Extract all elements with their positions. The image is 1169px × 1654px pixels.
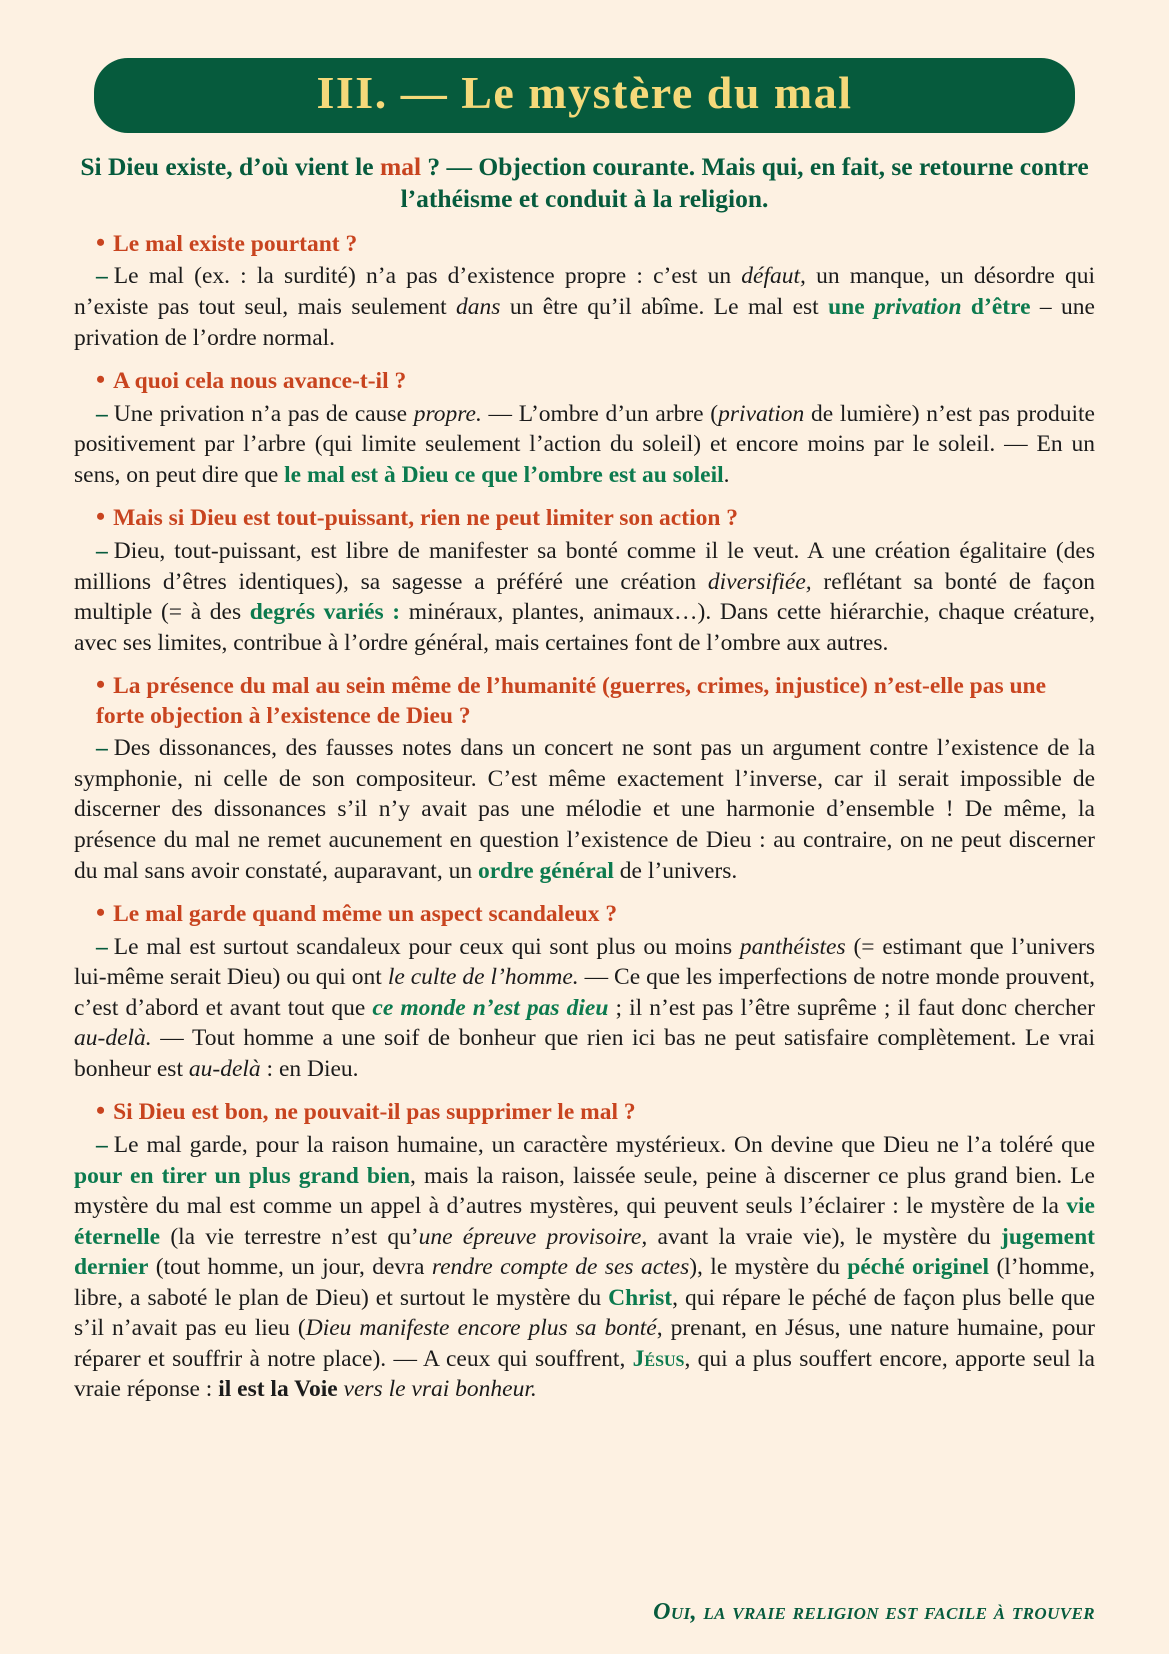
section: [74, 227, 1096, 353]
dash-icon: –: [96, 1132, 108, 1159]
lead-paragraph: [80, 151, 1089, 216]
bullet-icon: •: [96, 1096, 106, 1126]
sections-container: [74, 227, 1096, 1405]
section-body-text: Une privation n’a pas de cause propre. — L’ombre d’un arbre (privation de lumière) n’est pas produite positivement par l’arbre (qui limite seulement l’action du soleil) et encore moins par le soleil. — En un sens, on peut dire que le mal est à Dieu ce que l’ombre est au soleil.: [74, 400, 1095, 488]
section-heading-text: Le mal existe pourtant ?: [113, 230, 358, 257]
dash-icon: –: [96, 400, 108, 427]
bullet-icon: •: [96, 365, 106, 395]
section-heading-text: Si Dieu est bon, ne pouvait-il pas supprimer le mal ?: [113, 1099, 636, 1126]
section: [74, 504, 1095, 658]
bullet-icon: •: [96, 898, 106, 928]
dash-icon: –: [96, 735, 108, 762]
footer-note: Oui, la vraie religion est facile à trouver: [653, 1599, 1095, 1625]
section-heading: [96, 900, 1095, 930]
section-heading-text: Le mal garde quand même un aspect scandaleux ?: [113, 901, 618, 928]
section-heading: [96, 227, 1095, 260]
section-heading-text: La présence du mal au sein même de l’humanité (guerres, crimes, injustice) n’est-elle pas une forte objection à l’existence de Dieu ?: [96, 673, 1047, 729]
section-body-text: Dieu, tout-puissant, est libre de manifester sa bonté comme il le veut. A une création égalitaire (des millions d’êtres identiques), sa sagesse a préféré une création diversifiée, reflétant sa bonté de façon multiple (= à des degrés variés : minéraux, plantes, animaux…). Dans cette hiérarchie, chaque créature, avec ses limites, contribue à l’ordre général, mais certaines font de l’ombre aux autres.: [74, 537, 1095, 656]
section-body-text: Le mal (ex. : la surdité) n’a pas d’existence propre : c’est un défaut, un manque, un désordre qui n’existe pas tout seul, mais seulement dans un être qu’il abîme. Le mal est une privation d’être – une privation de l’ordre normal.: [74, 263, 1096, 351]
section-heading-text: Mais si Dieu est tout-puissant, rien ne peut limiter son action ?: [113, 505, 739, 532]
title-banner: [94, 58, 1075, 133]
bullet-icon: •: [96, 502, 106, 532]
lead-part-1: Si Dieu existe, d’où vient le: [80, 151, 380, 181]
section: [74, 672, 1095, 886]
section-body-text: Le mal est surtout scandaleux pour ceux qui sont plus ou moins panthéistes (= estimant que l’univers lui-même serait Dieu) ou qui ont le culte de l’homme. — Ce que les imperfections de notre monde prouvent, c’est d’abord et avant tout que ce monde n’est pas dieu ; il n’est pas l’être suprême ; il faut donc chercher au-delà. — Tout homme a une soif de bonheur que rien ici bas ne peut satisfaire complètement. Le vrai bonheur est au-delà : en Dieu.: [74, 933, 1095, 1082]
section-body: [74, 261, 1095, 353]
section-body-text: Le mal garde, pour la raison humaine, un caractère mystérieux. On devine que Dieu ne l’a toléré que pour en tirer un plus grand bien, mais la raison, laissée seule, peine à discerner ce plus grand bien. Le mystère du mal est comme un appel à d’autres mystères, qui peuvent seuls l’éclairer : le mystère de la vie éternelle (la vie terrestre n’est qu’une épreuve provisoire, avant la vraie vie), le mystère du jugement dernier (tout homme, un jour, devra rendre compte de ses actes), le mystère du péché originel (l’homme, libre, a saboté le plan de Dieu) et surtout le mystère du Christ, qui répare le péché de façon plus belle que s’il n’avait pas eu lieu (Dieu manifeste encore plus sa bonté, prenant, en Jésus, une nature humaine, pour réparer et souffrir à notre place). — A ceux qui souffrent, Jésus, qui a plus souffert encore, apporte seul la vraie réponse : il est la Voie vers le vrai bonheur.: [74, 1132, 1095, 1403]
section-heading: [96, 367, 1095, 397]
page-title: III. — Le mystère du mal: [316, 67, 853, 118]
bullet-icon: •: [96, 227, 106, 257]
dash-icon: –: [96, 933, 108, 960]
dash-icon: –: [96, 263, 108, 290]
section-heading: [96, 672, 1095, 731]
section-body: [74, 1130, 1095, 1405]
section-heading: [96, 504, 1095, 534]
section: [74, 1098, 1095, 1405]
section-body: [74, 733, 1095, 886]
section-body: [74, 536, 1095, 658]
section-body: [74, 932, 1095, 1085]
lead-highlight: mal: [379, 151, 422, 181]
lead-part-2: ? — Objection courante. Mais qui, en fait, se retourne contre l’athéisme et conduit à la religion.: [400, 151, 1089, 214]
section: [74, 900, 1095, 1084]
section-body: [74, 399, 1095, 491]
dash-icon: –: [96, 537, 108, 564]
section: [74, 367, 1095, 490]
section-heading: [96, 1098, 1095, 1128]
section-body-text: Des dissonances, des fausses notes dans un concert ne sont pas un argument contre l’existence de la symphonie, ni celle de son compositeur. C’est même exactement l’inverse, car il serait impossible de discerner des dissonances s’il n’y avait pas une mélodie et une harmonie d’ensemble ! De même, la présence du mal ne remet aucunement en question l’existence de Dieu : au contraire, on ne peut discerner du mal sans avoir constaté, auparavant, un ordre général de l’univers.: [74, 735, 1095, 884]
section-heading-text: A quoi cela nous avance-t-il ?: [113, 368, 407, 395]
bullet-icon: •: [96, 670, 106, 700]
